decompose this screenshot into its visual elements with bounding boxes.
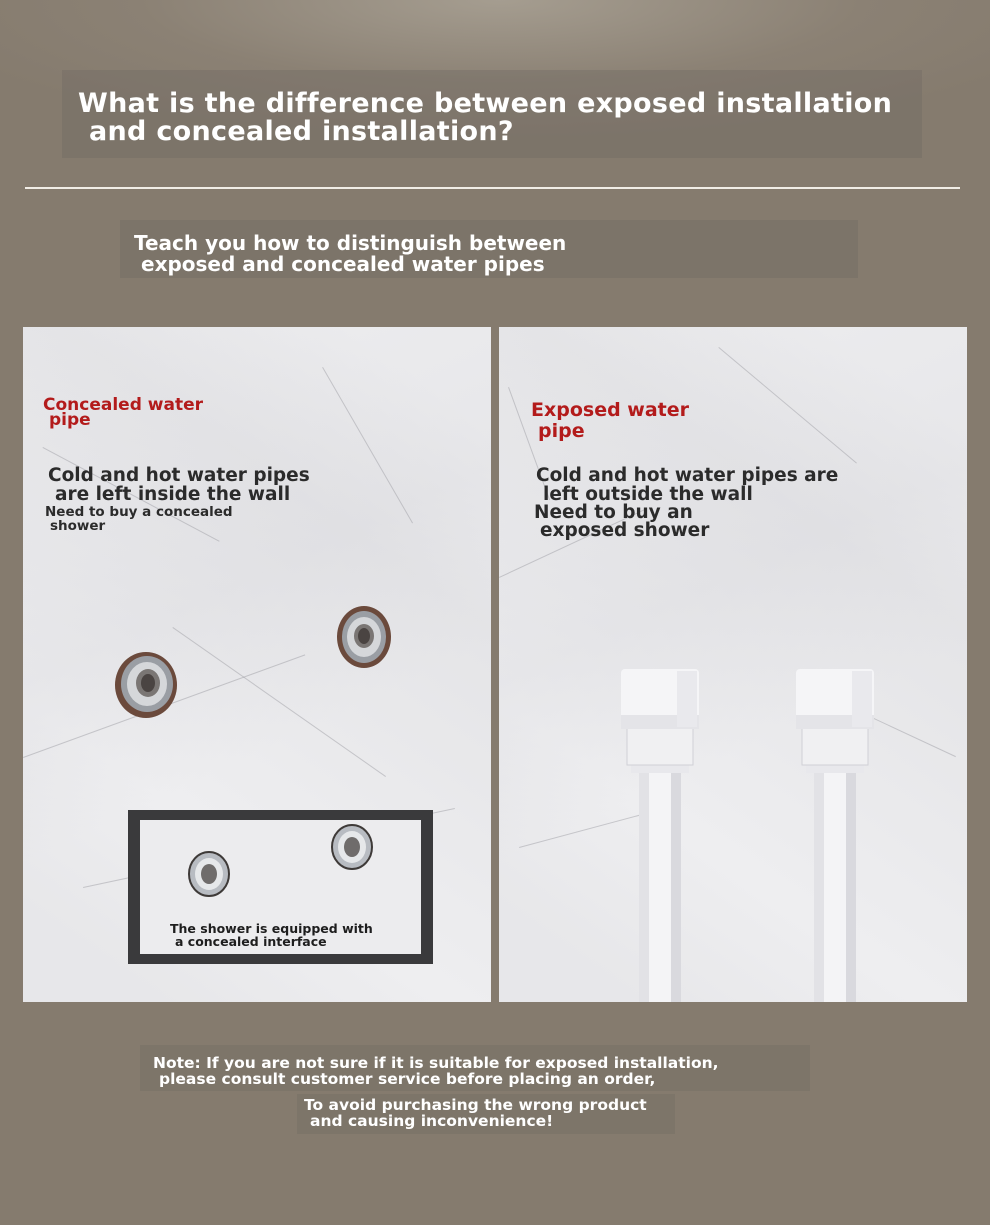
concealed-desc-line-2: are left inside the wall: [55, 484, 291, 505]
avoid-line-2: and causing inconvenience!: [310, 1112, 554, 1130]
consult-note: [153, 1055, 719, 1087]
concealed-need-line-2: shower: [50, 518, 106, 534]
avoid-line-1: To avoid purchasing the wrong product: [304, 1096, 647, 1114]
inset-caption: [170, 922, 373, 948]
exposed-pipe-right-icon: [792, 669, 878, 1002]
concealed-heading-line-2: pipe: [49, 410, 91, 430]
interface-fitting-right-icon: [328, 822, 376, 872]
concealed-desc-line-1: Cold and hot water pipes: [48, 465, 310, 486]
exposed-need-line-1: Need to buy an: [534, 502, 693, 523]
exposed-requirement: [534, 504, 709, 540]
inset-caption-line-1: The shower is equipped with: [170, 921, 373, 936]
concealed-heading: [43, 395, 203, 430]
concealed-interface-inset: [128, 810, 433, 964]
exposed-heading-line-1: Exposed water: [531, 399, 690, 421]
concealed-need-line-1: Need to buy a concealed: [45, 504, 233, 520]
exposed-desc-line-1: Cold and hot water pipes are: [536, 465, 839, 486]
subtitle-line-1: Teach you how to distinguish between: [134, 231, 567, 255]
exposed-desc-line-2: left outside the wall: [543, 484, 753, 505]
note-line-2: please consult customer service before placing an order,: [159, 1070, 656, 1088]
concealed-heading-line-1: Concealed water: [43, 395, 203, 415]
exposed-need-line-2: exposed shower: [540, 520, 710, 541]
wall-fitting-left-icon: [113, 649, 179, 719]
title-line-2: and concealed installation?: [89, 116, 514, 147]
concealed-panel: [23, 327, 491, 1002]
subtitle-line-2: exposed and concealed water pipes: [141, 252, 545, 276]
wall-fitting-right-icon: [336, 605, 392, 669]
title-line-1: What is the difference between exposed installation: [78, 88, 893, 119]
exposed-pipe-left-icon: [617, 669, 703, 1002]
exposed-panel: [499, 327, 967, 1002]
exposed-heading: [531, 400, 689, 442]
concealed-description: [48, 466, 310, 504]
note-line-1: Note: If you are not sure if it is suitable for exposed installation,: [153, 1054, 719, 1072]
exposed-heading-line-2: pipe: [538, 420, 585, 442]
concealed-requirement: [45, 505, 233, 533]
header-divider: [25, 187, 960, 189]
interface-fitting-left-icon: [185, 850, 235, 900]
exposed-description: [536, 466, 838, 504]
page-title: [78, 90, 948, 146]
avoid-note: [304, 1097, 647, 1129]
page-subtitle: [134, 233, 834, 275]
inset-caption-line-2: a concealed interface: [175, 934, 327, 949]
